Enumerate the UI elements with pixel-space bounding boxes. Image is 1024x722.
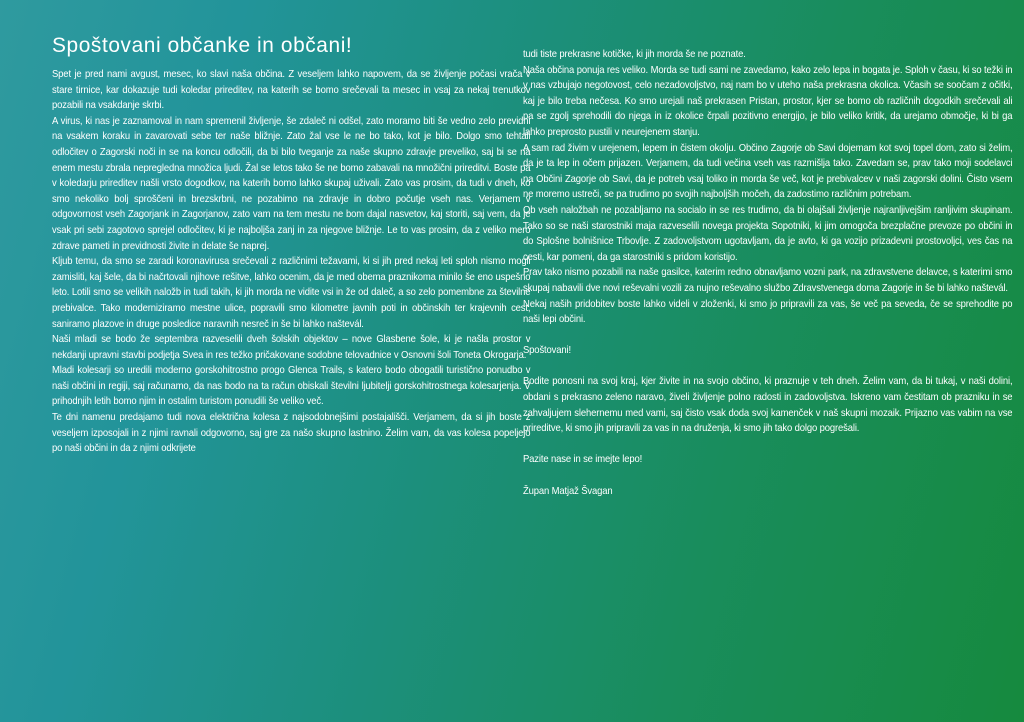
paragraph: Ob vseh naložbah ne pozabljamo na socialo in se res trudimo, da bi olajšali življenje najranljivejšim ranljivim skupinam. Tako so se naši starostniki maja razveselili novega projekta Sopotniki, ki jim omogoča brezplačne prevoze po občini in do Splošne bolnišnice Trbovlje. Z zadovoljstvom ugotavljam, da je avto, ki ga vozijo prizadevni prostovoljci, ves čas na cesti, kar pomeni, da ga starostniki s pridom koristijo. <box>523 204 1013 263</box>
paragraph: A virus, ki nas je zaznamoval in nam spremenil življenje, še zdaleč ni odšel, zato moramo biti še vedno zelo previdni na vsakem koraku in zavarovati sebe ter naše bližnje. Zato žal vse le ne bo tako, kot je bilo. Dolgo smo tehtali odločitev o Zagorski noči in se na koncu odločili, da bi bilo tveganje za naše skupno zdravje preveliko, saj bi se na enem mestu zbrala nepregledna množica ljudi. Žal se letos tako še ne bomo zabavali na množični prireditvi. Boste pa v koledarju prireditev našli vrsto dogodkov, na katerih bomo lahko skupaj uživali. Zato vas prosim, da tudi v dneh, ko smo nekoliko bolj sproščeni in brezskrbni, ne pozabimo na zdravje in dobro počutje vseh nas. Verjamem v odgovornost vseh Zagorjank in Zagorjanov, zato vam na tem mestu ne bom dajal nasvetov, kaj storiti, saj vem, da je vsak pri sebi zagotovo sprejel odločitev, ki je najboljša zanj in za njegove bližnje. Le to vas prosim, da z veliko mero zdrave pameti in previdnosti živite in delate še naprej. <box>52 115 531 252</box>
paragraph-gap <box>523 437 1012 453</box>
right-column <box>523 47 1012 499</box>
paragraph: Nekaj naših pridobitev boste lahko videli v zloženki, ki smo jo pripravili za vas, še več pa seveda, če se sprehodite po naši lepi občini. <box>523 298 1013 326</box>
paragraph: Prav tako nismo pozabili na naše gasilce, katerim redno obnavljamo vozni park, na zdravstvene delavce, s katerimi smo skupaj nabavili dve novi reševalni vozili za nujno reševalno službo Zdravstvenega doma Zagorje in še bi lahko naštevál. <box>523 267 1013 294</box>
paragraph: Spoštovani! <box>523 345 571 357</box>
paragraph-gap <box>523 328 1012 344</box>
paragraph: tudi tiste prekrasne kotičke, ki jih morda še ne poznate. <box>523 49 746 60</box>
paragraph: Mladi kolesarji so uredili moderno gorskohitrostno progo Glenca Trails, s katero bodo obogatili turistično ponudbo v naši občini in regiji, saj računamo, da nas bodo na ta račun obiskali številni ljubitelji gorskohitrostnega kolesarjenja. V prihodnjih letih bomo njim in ostalim turistom ponudili še veliko več. <box>52 365 531 408</box>
paragraph: Naši mladi se bodo že septembra razveselili dveh šolskih objektov – nove Glasbene šole, ki je našla prostor v nekdanji upravni stavbi podjetja Svea in res težko pričakovane sodobne telovadnice v Osnovni šoli Toneta Okrogarja. <box>52 334 531 361</box>
left-column <box>52 34 530 457</box>
paragraph: A sam rad živim v urejenem, lepem in čistem okolju. Občino Zagorje ob Savi dojemam kot svoj topel dom, zato si želim, da je ta lep in očem prijazen. Verjamem, da tudi večina vseh vas razmišlja tako. Zavedam se, prav tako moji sodelavci na Občini Zagorje ob Savi, da je potreb vsaj toliko in morda še več, kot je prebivalcev v naši zagorski dolini. Čisto vsem ne moremo ustreči, se pa trudimo po svojih najboljših močeh, da zadostimo različnim potrebam. <box>523 142 1013 201</box>
paragraph: Te dni namenu predajamo tudi nova električna kolesa z najsodobnejšimi postajališči. Verjamem, da si jih boste z veseljem izposojali in z njimi ravnali odgovorno, saj gre za našo skupno lastnino. Želim vam, da vas kolesa popeljejo po naši občini in da z njimi odkrijete <box>52 412 531 455</box>
paragraph: Spet je pred nami avgust, mesec, ko slavi naša občina. Z veseljem lahko napovem, da se življenje počasi vrača v stare tirnice, kar dokazuje tudi koledar prireditev, na katerih se bomo srečevali ta mesec in vsaj za nekaj trenutkov pozabili na vsakdanje skrbi. <box>52 69 531 112</box>
right-body <box>523 47 1012 499</box>
paragraph-gap <box>523 468 1012 484</box>
paragraph-gap <box>523 359 1012 375</box>
paragraph: Pazite nase in se imejte lepo! <box>523 454 643 466</box>
left-body <box>52 67 530 457</box>
paragraph: Bodite ponosni na svoj kraj, kjer živite in na svojo občino, ki praznuje v teh dneh. Želim vam, da bi tukaj, v naši dolini, obdani s prekrasno zeleno naravo, živeli življenje polno radosti in zadovoljstva. Iskreno vam čestitam ob prazniku in se zahvaljujem slehernemu med vami, saj čisto vsak doda svoj kamenček v naš skupni mozaik. Prijazno vas vabim na vse prireditve, ki smo jih pripravili za vas in na druženja, ki smo jih tako dolgo pogrešali. <box>523 376 1013 435</box>
paragraph: Župan Matjaž Švagan <box>523 485 613 497</box>
paragraph: Naša občina ponuja res veliko. Morda se tudi sami ne zavedamo, kako zelo lepa in bogata je. Sploh v času, ki so težki in v nas vzbujajo negotovost, celo nezadovoljstvo, naj nam bo v uteho naša prekrasna okolica. Včasih se soočam z očitki, kaj je bilo treba nečesa. Ko smo urejali naš prekrasen Pristan, prostor, kjer se bomo ob različnih dogodkih srečevali ali pa se zgolj sprehodili do njega in iz okolice črpali pozitivno energijo, je bilo veliko kritik, da urejamo območje, ki bi ga lahko preprosto pustili v neurejenem stanju. <box>523 64 1013 138</box>
paragraph: Kljub temu, da smo se zaradi koronavirusa srečevali z različnimi težavami, ki si jih pred nekaj leti sploh nismo mogli zamisliti, kaj šele, da bi načrtovali njihove rešitve, lahko ocenim, da je med obema praznikoma minilo še eno uspešno leto. Lotili smo se velikih naložb in tudi takih, ki jih morda ne vidite vsi in že od daleč, a so zelo pomembne za številne prebivalce. Tako moderniziramo mestne ulice, popravili smo kilometre javnih poti in občinskih ter krajevnih cest, saniramo plazove in druge posledice naravnih nesreč in še bi lahko naštevál. <box>52 256 531 330</box>
page-title: Spoštovani občanke in občani! <box>52 34 353 57</box>
